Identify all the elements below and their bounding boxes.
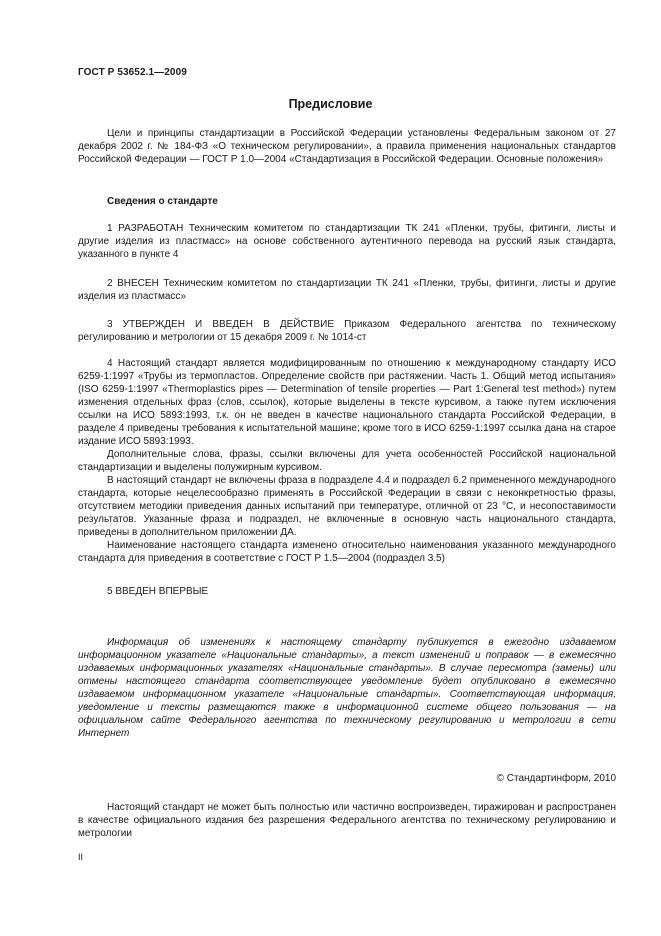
legal-notice: Настоящий стандарт не может быть полностью или частично воспроизведен, тиражирован и распространен в качестве официального издания без разрешения Федерального агентства по техническому регулированию и метрологии (78, 802, 616, 839)
item-4-paragraph-4: Наименование настоящего стандарта изменено относительно наименования указанного международного стандарта для приведения в соответствие с ГОСТ Р 1.5—2004 (подраздел 3.5) (78, 540, 616, 564)
item-2: 2 ВНЕСЕН Техническим комитетом по стандартизации ТК 241 «Пленки, трубы, фитинги, листы и другие изделия из пластмасс» (78, 278, 616, 302)
item-3: 3 УТВЕРЖДЕН И ВВЕДЕН В ДЕЙСТВИЕ Приказом Федерального агентства по техническому регулированию и метрологии от 15 декабря 2009 г. № 1014-ст (78, 319, 616, 343)
info-notice: Информация об изменениях к настоящему стандарту публикуется в ежегодно издаваемом информационном указателе «Национальные стандарты», а текст изменений и поправок — в ежемесячно издаваемых информационных указателях «Национальные стандарты». В случае пересмотра (замены) или отмены настоящего стандарта соответствующее уведомление будет опубликовано в ежемесячно издаваемом информационном указателе «Национальные стандарты». Соответствующая информация, уведомление и тексты размещаются также в информационной системе общего пользования — на официальном сайте Федерального агентства по техническому регулированию и метрологии в сети Интернет (78, 637, 616, 739)
item-5: 5 ВВЕДЕН ВПЕРВЫЕ (107, 586, 209, 597)
document-header: ГОСТ Р 53652.1—2009 (78, 67, 187, 78)
item-4-paragraph-3: В настоящий стандарт не включены фраза в подразделе 4.4 и подраздел 6.2 примененного международного стандарта, которые нецелесообразно применять в Российской Федерации в связи с неконкретностью фразы, отсутствием методики приведения данных испытаний при температуре, отличной от 23 °С, и несопоставимости результатов. Указанные фраза и подраздел, не включенные в основную часть национального стандарта, приведены в дополнительном приложении ДА. (78, 475, 616, 538)
page-title: Предисловие (288, 97, 373, 111)
item-1: 1 РАЗРАБОТАН Техническим комитетом по стандартизации ТК 241 «Пленки, трубы, фитинги, листы и другие изделия из пластмасс» на основе собственного аутентичного перевода на русский язык стандарта, указанного в пункте 4 (78, 223, 616, 260)
item-4-paragraph-1: 4 Настоящий стандарт является модифицированным по отношению к международному стандарту ИСО 6259-1:1997 «Трубы из термопластов. Определение свойств при растяжении. Часть 1. Общий метод испытания» (ISO 6259-1:1997 «Thermoplastics pipes — Determination of tensile properties — Part 1:General test method») путем изменения отдельных фраз (слов, ссылок), которые выделены в тексте курсивом, а также путем исключения ссылки на ИСО 5893:1993, т.к. он не введен в качестве национального стандарта Российской Федерации, в разделе 4 приведены требования к испытательной машине; кроме того в ИСО 6259-1:1997 ссылка дана на старое издание ИСО 5893:1993. (78, 358, 616, 447)
section-subtitle: Сведения о стандарте (107, 196, 218, 207)
page-number: II (78, 852, 84, 862)
copyright: © Стандартинформ, 2010 (496, 773, 616, 784)
intro-paragraph: Цели и принципы стандартизации в Российской Федерации установлены Федеральным законом от 27 декабря 2002 г. № 184-ФЗ «О техническом регулировании», а правила применения национальных стандартов Российской Федерации — ГОСТ Р 1.0—2004 «Стандартизация в Российской Федерации. Основные положения» (78, 128, 616, 165)
item-4-paragraph-2: Дополнительные слова, фразы, ссылки включены для учета особенностей Российской национальной стандартизации и выделены полужирным курсивом. (78, 449, 616, 473)
item-4 (78, 357, 616, 565)
